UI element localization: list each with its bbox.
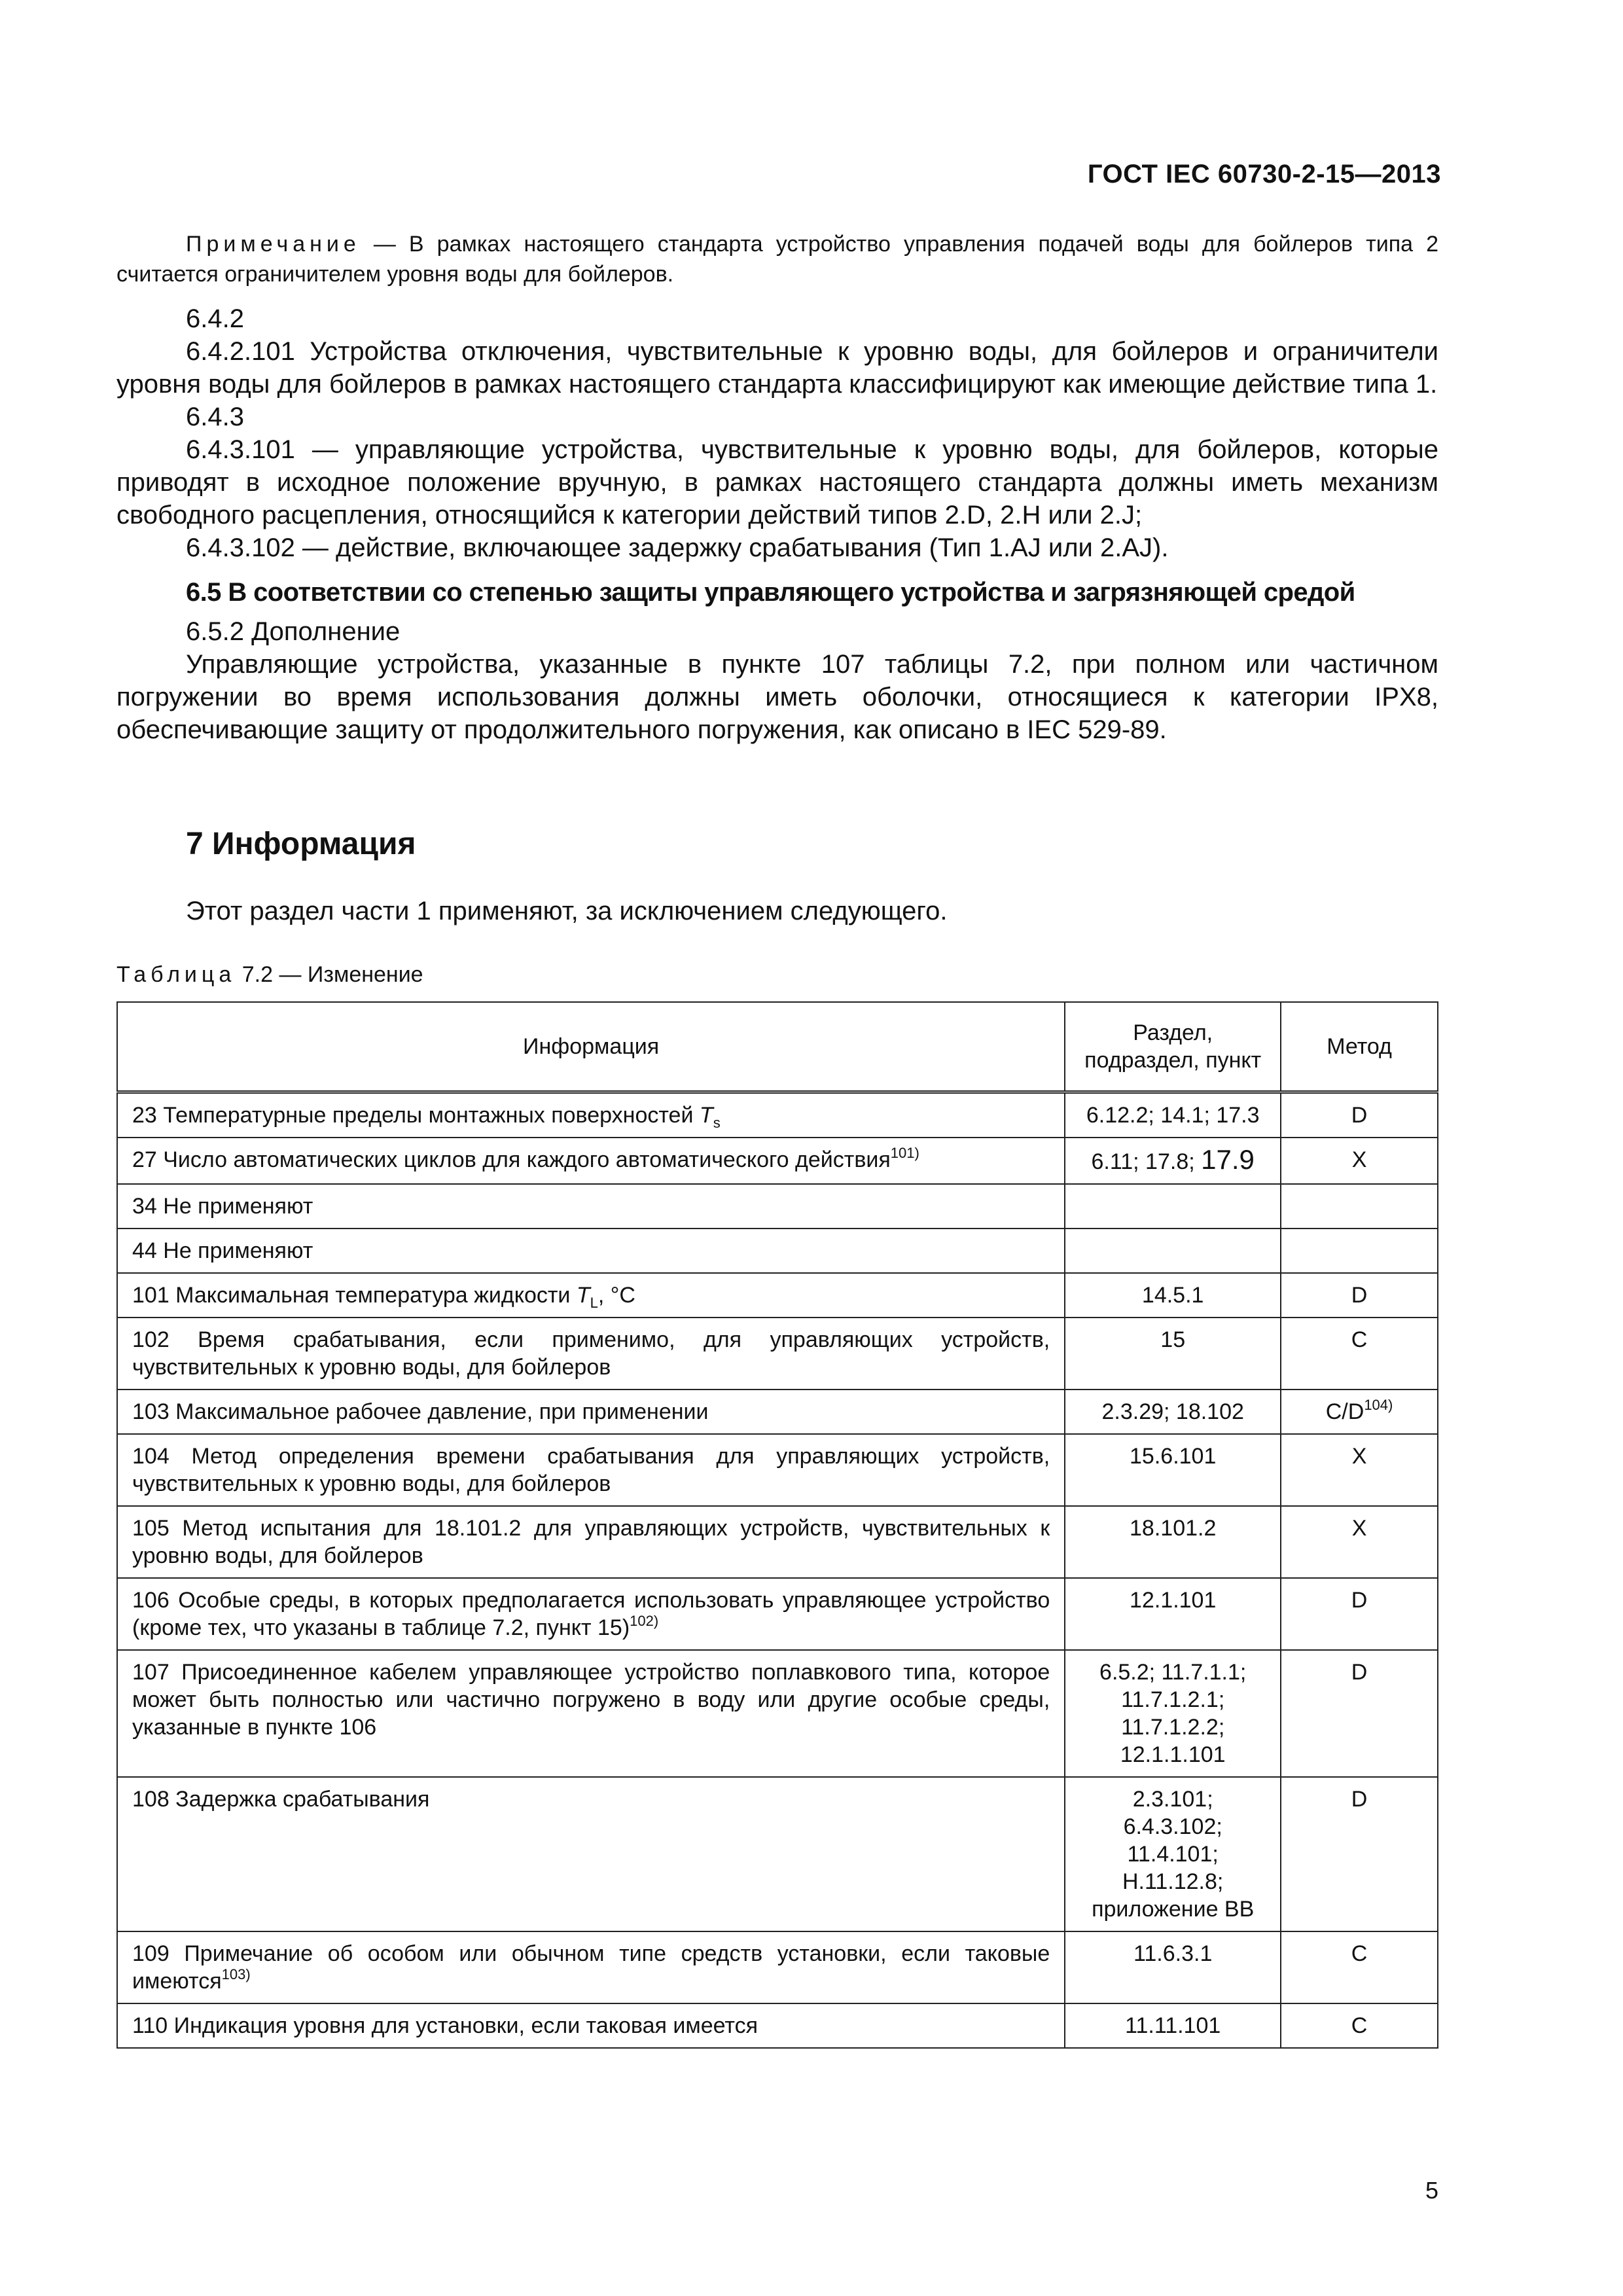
clause-6-4-3: 6.4.3 xyxy=(186,403,244,431)
row-section: 11.11.101 xyxy=(1065,2003,1281,2048)
row-section: 2.3.101; 6.4.3.102; 11.4.101; H.11.12.8; приложение ВВ xyxy=(1065,1777,1281,1931)
table-row xyxy=(117,1184,1438,1229)
row-info: 23 Температурные пределы монтажных поверхностей $T_s$ xyxy=(117,1092,1065,1138)
table-row xyxy=(117,1434,1438,1506)
clause-6-4-2: 6.4.2 xyxy=(186,304,244,333)
row-info: 101 Максимальная температура жидкости $T_L$, °С xyxy=(117,1273,1065,1318)
table-row xyxy=(117,2003,1438,2048)
table-row xyxy=(117,1138,1438,1184)
row-section xyxy=(1065,1184,1281,1229)
row-method: D xyxy=(1281,1092,1438,1138)
clause-6-5-2: 6.5.2 Дополнение xyxy=(186,617,401,646)
row-info: 104 Метод определения времени срабатывания для управляющих устройств, чувствительных к уровню воды, для бойлеров xyxy=(117,1434,1065,1506)
table-row xyxy=(117,1578,1438,1650)
row-info: 109 Примечание об особом или обычном типе средств установки, если таковые имеются$^{103)}$ xyxy=(117,1931,1065,2003)
note-label: Примечание xyxy=(186,232,361,257)
table-row xyxy=(117,1318,1438,1390)
row-method xyxy=(1281,1184,1438,1229)
note-text: — В рамках настоящего стандарта устройство управления подачей воды для бойлеров типа 2 считается ограничителем уровня воды для бойлеров. xyxy=(116,232,1438,287)
section-7-title: 7 Информация xyxy=(186,827,416,861)
table-row xyxy=(117,1931,1438,2003)
table-caption-text: 7.2 — Изменение xyxy=(236,962,423,987)
row-section: 6.5.2; 11.7.1.1; 11.7.1.2.1; 11.7.1.2.2; 12.1.1.101 xyxy=(1065,1650,1281,1777)
header-section: Раздел, подраздел, пункт xyxy=(1065,1002,1281,1092)
clause-6-4-3-102: 6.4.3.102 — действие, включающее задержку срабатывания (Тип 1.AJ или 2.AJ). xyxy=(186,533,1169,562)
row-method xyxy=(1281,1229,1438,1273)
row-method: D xyxy=(1281,1273,1438,1318)
row-section: 15 xyxy=(1065,1318,1281,1390)
header-method: Метод xyxy=(1281,1002,1438,1092)
row-method: D xyxy=(1281,1650,1438,1777)
table-caption xyxy=(116,962,423,988)
table-row xyxy=(117,1390,1438,1434)
information-table xyxy=(116,1001,1438,2049)
row-method: $C/D^{104)}$ xyxy=(1281,1390,1438,1434)
table-row xyxy=(117,1777,1438,1931)
table-row xyxy=(117,1650,1438,1777)
section-7-intro: Этот раздел части 1 применяют, за исключением следующего. xyxy=(186,897,948,925)
row-section: 12.1.101 xyxy=(1065,1578,1281,1650)
row-info: 107 Присоединенное кабелем управляющее устройство поплавкового типа, которое может быть полностью или частично погружено в воду или другие особые среды, указанные в пункте 106 xyxy=(117,1650,1065,1777)
table-caption-label: Таблица xyxy=(116,962,236,987)
row-method: X xyxy=(1281,1506,1438,1578)
document-code: ГОСТ IEC 60730-2-15—2013 xyxy=(1087,160,1441,188)
row-method: X xyxy=(1281,1138,1438,1184)
row-section: 2.3.29; 18.102 xyxy=(1065,1390,1281,1434)
table-row xyxy=(117,1229,1438,1273)
table-row xyxy=(117,1273,1438,1318)
table-row xyxy=(117,1506,1438,1578)
table-row xyxy=(117,1092,1438,1138)
row-section: 6.12.2; 14.1; 17.3 xyxy=(1065,1092,1281,1138)
row-method: D xyxy=(1281,1578,1438,1650)
row-section: 15.6.101 xyxy=(1065,1434,1281,1506)
row-info: 106 Особые среды, в которых предполагается использовать управляющее устройство (кроме тех, что указаны в таблице 7.2, пункт 15)$^{102)}$ xyxy=(117,1578,1065,1650)
row-method: X xyxy=(1281,1434,1438,1506)
body-text xyxy=(116,302,1438,746)
note-paragraph xyxy=(116,229,1438,289)
row-info: 34 Не применяют xyxy=(117,1184,1065,1229)
clause-6-4-2-101: 6.4.2.101 Устройства отключения, чувствительные к уровню воды, для бойлеров и ограничители уровня воды для бойлеров в рамках настоящего стандарта классифицируют как имеющие действие типа 1. xyxy=(116,337,1438,399)
row-info: 103 Максимальное рабочее давление, при применении xyxy=(117,1390,1065,1434)
row-section xyxy=(1065,1229,1281,1273)
clause-6-5-heading: 6.5 В соответствии со степенью защиты управляющего устройства и загрязняющей средой xyxy=(186,578,1355,607)
clause-6-5-2-text: Управляющие устройства, указанные в пункте 107 таблицы 7.2, при полном или частичном погружении во время использования должны иметь оболочки, относящиеся к категории IPX8, обеспечивающие защиту от продолжительного погружения, как описано в IEC 529-89. xyxy=(116,650,1438,744)
row-method: С xyxy=(1281,2003,1438,2048)
row-method: С xyxy=(1281,1318,1438,1390)
row-method: С xyxy=(1281,1931,1438,2003)
row-info: 44 Не применяют xyxy=(117,1229,1065,1273)
row-section: 11.6.3.1 xyxy=(1065,1931,1281,2003)
row-method: D xyxy=(1281,1777,1438,1931)
row-info: 110 Индикация уровня для установки, если таковая имеется xyxy=(117,2003,1065,2048)
table-header-row xyxy=(117,1002,1438,1092)
row-info: 27 Число автоматических циклов для каждого автоматического действия$^{101)}$ xyxy=(117,1138,1065,1184)
row-info: 108 Задержка срабатывания xyxy=(117,1777,1065,1931)
row-info: 102 Время срабатывания, если применимо, для управляющих устройств, чувствительных к уровню воды, для бойлеров xyxy=(117,1318,1065,1390)
row-section: 6.11; 17.8; 17.9 xyxy=(1065,1138,1281,1184)
row-section: 14.5.1 xyxy=(1065,1273,1281,1318)
row-section: 18.101.2 xyxy=(1065,1506,1281,1578)
clause-6-4-3-101: 6.4.3.101 — управляющие устройства, чувствительные к уровню воды, для бойлеров, которые приводят в исходное положение вручную, в рамках настоящего стандарта должны иметь механизм свободного расцепления, относящийся к категории действий типов 2.D, 2.H или 2.J; xyxy=(116,435,1438,529)
row-info: 105 Метод испытания для 18.101.2 для управляющих устройств, чувствительных к уровню воды, для бойлеров xyxy=(117,1506,1065,1578)
header-info: Информация xyxy=(117,1002,1065,1092)
page-number: 5 xyxy=(1425,2177,1438,2204)
